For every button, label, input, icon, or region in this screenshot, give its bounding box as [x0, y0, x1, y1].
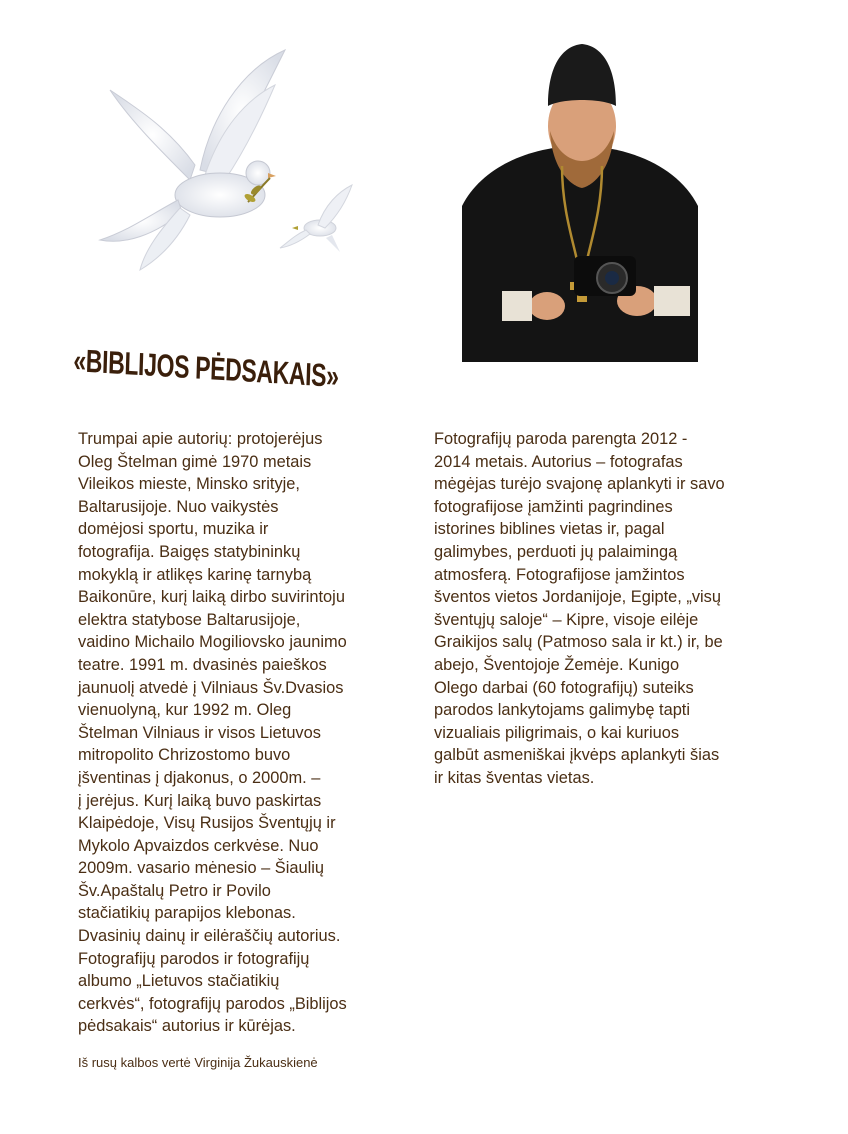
text-line: Štelman Vilniaus ir visos Lietuvos — [78, 723, 321, 742]
text-line: Graikijos salų (Patmoso sala ir kt.) ir, be — [434, 633, 723, 652]
text-line: Fotografijų paroda parengta 2012 - — [434, 430, 688, 448]
text-line: mokyklą ir atlikęs karinę tarnybą — [78, 565, 312, 584]
text-line: Baltarusijoje. Nuo vaikystės — [78, 497, 279, 516]
text-line: albumo „Lietuvos stačiatikių — [78, 972, 280, 991]
text-line: cerkvės“, fotografijų parodos „Biblijos — [78, 994, 347, 1013]
text-line: vizualiais piligrimais, o kai kuriuos — [434, 723, 680, 742]
translator-credit: Iš rusų kalbos vertė Virginija Žukauskienė — [78, 1055, 318, 1070]
text-line: 2014 metais. Autorius – fotografas — [434, 452, 683, 471]
text-line: stačiatikių parapijos klebonas. — [78, 904, 296, 923]
text-line: ir kitas šventas vietas. — [434, 768, 595, 787]
text-line: Olego darbai (60 fotografijų) suteiks — [434, 678, 694, 697]
text-line: Fotografijų parodos ir fotografijų — [78, 949, 310, 968]
priest-portrait-photo — [462, 36, 698, 362]
text-line: Oleg Štelman gimė 1970 metais — [78, 452, 312, 471]
text-line: elektra statybose Baltarusijoje, — [78, 610, 301, 629]
text-line: fotografija. Baigęs statybininkų — [78, 542, 301, 561]
author-biography — [78, 428, 396, 1038]
text-line: įšventinas į djakonus, o 2000m. – — [78, 768, 321, 787]
text-line: į jerėjus. Kurį laiką buvo paskirtas — [78, 791, 322, 810]
text-line: Šv.Apaštalų Petro ir Povilo — [78, 881, 271, 900]
text-line: Dvasinių dainų ir eilėraščių autorius. — [78, 927, 341, 946]
text-line: galbūt asmeniškai įkvėps aplankyti šias — [434, 746, 720, 765]
text-line: teatre. 1991 m. dvasinės paieškos — [78, 655, 327, 674]
text-line: Mykolo Apvaizdos cerkvėse. Nuo — [78, 836, 319, 855]
text-line: 2009m. vasario mėnesio – Šiaulių — [78, 859, 324, 878]
text-line: atmosferą. Fotografijose įamžintos — [434, 565, 685, 584]
text-line: Trumpai apie autorių: protojerėjus — [78, 430, 323, 448]
text-line: Vileikos mieste, Minsko srityje, — [78, 475, 300, 494]
text-line: galimybes, perduoti jų palaimingą — [434, 542, 678, 561]
text-line: šventųjų saloje“ – Kipre, visoje eilėje — [434, 610, 699, 629]
text-line: istorines biblines vietas ir, pagal — [434, 520, 665, 539]
text-line: šventos vietos Jordanijoje, Egipte, „visų — [434, 588, 721, 607]
text-line: Baikonūre, kurį laiką dirbo suvirintoju — [78, 588, 345, 607]
text-line: jaunuolį atvedė į Vilniaus Šv.Dvasios — [78, 678, 344, 697]
exhibition-description — [434, 428, 779, 790]
text-line: mitropolito Chrizostomo buvo — [78, 746, 291, 765]
text-line: Klaipėdoje, Visų Rusijos Šventųjų ir — [78, 814, 336, 833]
text-line: domėjosi sportu, muzika ir — [78, 520, 269, 539]
text-line: pėdsakais“ autorius ir kūrėjas. — [78, 1017, 296, 1036]
text-line: vienuolyną, kur 1992 m. Oleg — [78, 701, 292, 720]
text-line: mėgėjas turėjo svajonę aplankyti ir savo — [434, 475, 725, 494]
doves-illustration — [70, 30, 370, 290]
text-line: vaidino Michailo Mogiliovsko jaunimo — [78, 633, 347, 652]
exhibition-title: «BIBLIJOS PĖDSAKAIS» — [72, 342, 340, 395]
text-line: parodos lankytojams galimybę tapti — [434, 701, 691, 720]
text-line: fotografijose įamžinti pagrindines — [434, 497, 673, 516]
text-line: abejo, Šventojoje Žemėje. Kunigo — [434, 655, 680, 674]
